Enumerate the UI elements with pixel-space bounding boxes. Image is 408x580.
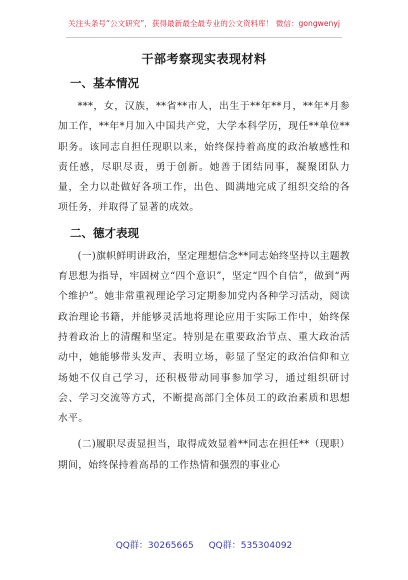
performance-paragraph-1: (一)旗帜鲜明讲政治，坚定理想信念**同志始终坚持以主题教育思想为指导，牢固树立“四个意识”，坚定“四个自信”，做到“两个维护”。她非常重视理论学习定期参加党内各种学习活动，阅读政治理论书籍，并能够灵活地将理论应用于实际工作中，始终保持着政治上的清醒和坚定。特别是在重要政治节点、重大政治活动中，她能够带头发声、表明立场，彰显了坚定的政治信仰和立场她不仅自己学习，还积极带动同事参加学习，通过组织研讨会、学习交流等方式，不断提高部门全体员工的政治素质和思想水平。 [58, 250, 350, 425]
section-heading-performance: 二、德才表现 [70, 225, 139, 240]
document-title: 干部考察现实表现材料 [141, 52, 267, 66]
section-heading-basic-info: 一、基本情况 [70, 76, 139, 90]
document-body [58, 50, 350, 482]
footer-contacts [0, 538, 408, 551]
banner-divider [66, 37, 342, 38]
qq-group-2: QQ群：535304092 [208, 541, 293, 551]
basic-info-paragraph: ***，女，汉族，**省**市人，出生于**年**月，**年*月参加工作，**年*月加入中国共产党，大学本科学历，现任**单位**职务。该同志自担任现职以来，始终保持着高度的政治敏感性和责任感，尽职尽责，勇于创新。她善于团结同事，凝聚团队力量，全力以赴做好各项工作，出色、圆满地完成了组织交给的各项任务，并取得了显著的成效。 [58, 101, 350, 214]
header-banner: 关注头条号“公文研究”，获得最新最全最专业的公文资料库！ 微信：gongwenyj [68, 19, 340, 28]
qq-group-1: QQ群：30265665 [115, 541, 194, 551]
performance-paragraph-2: (二)履职尽责显担当，取得成效显着**同志在担任**（现职）期间，始终保持着高昂的工作热情和强烈的事业心 [58, 439, 350, 471]
